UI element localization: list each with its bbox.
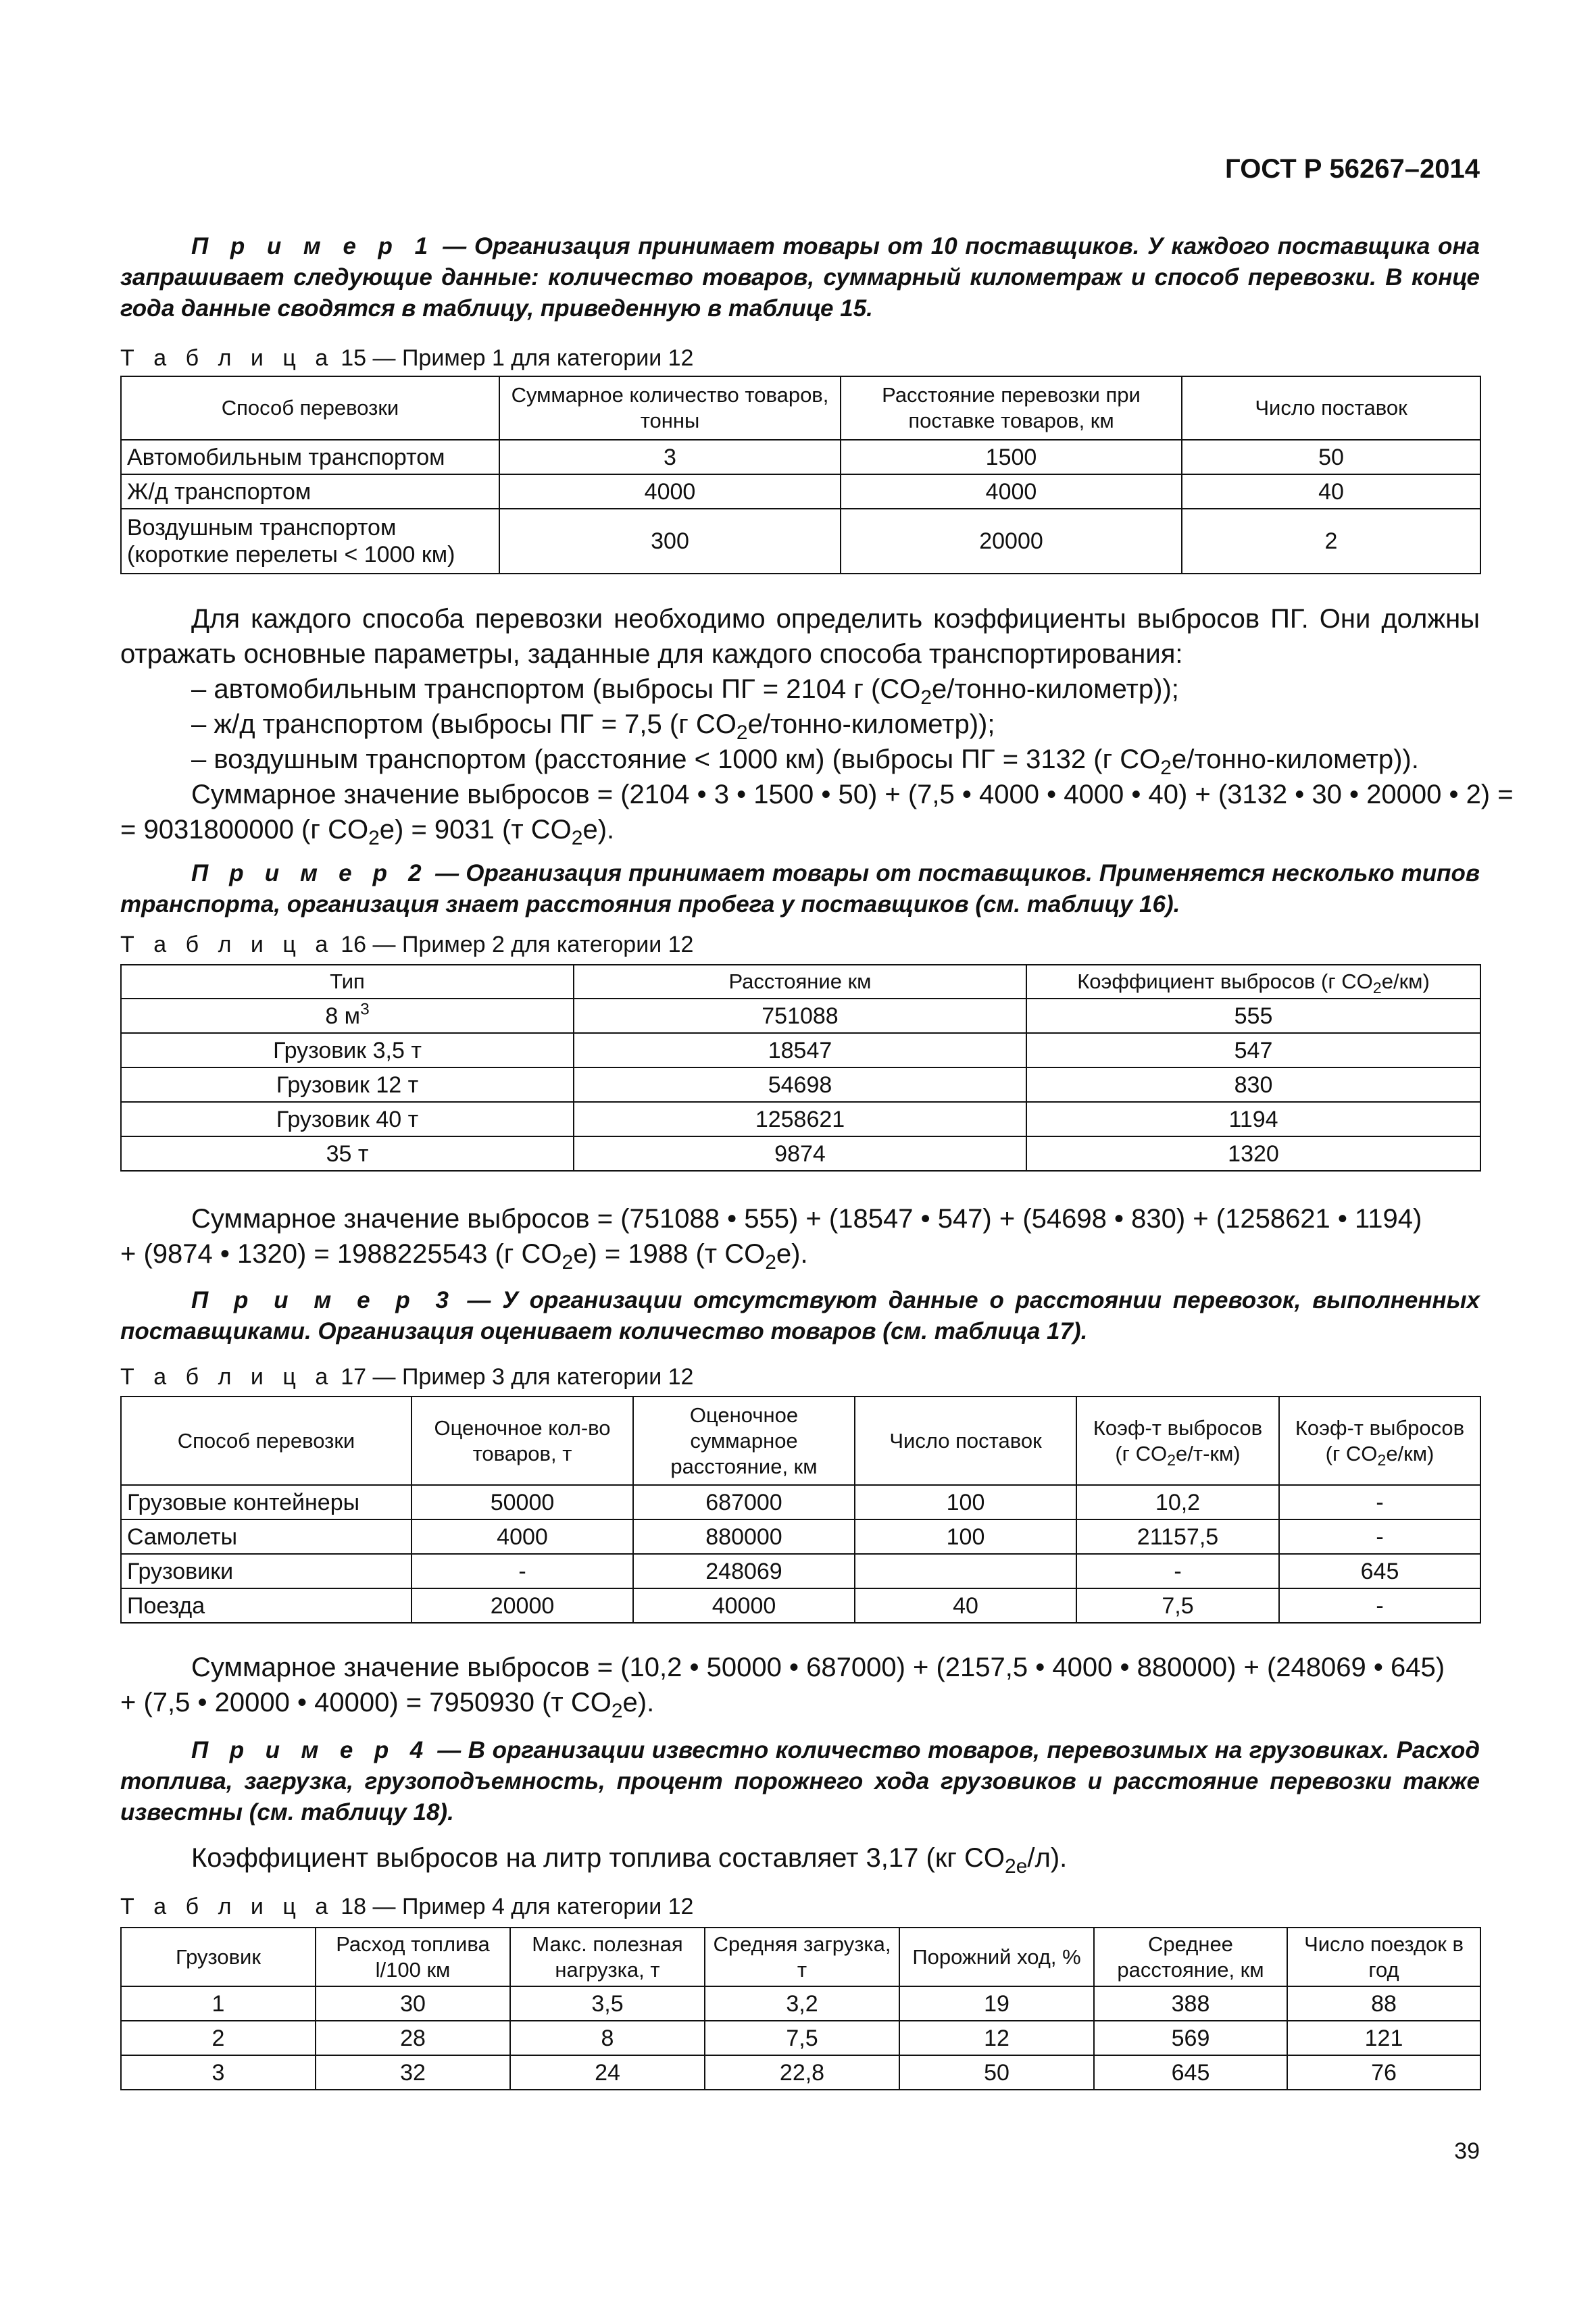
table-cell: Грузовик 40 т <box>121 1102 574 1136</box>
table-row <box>121 1986 1480 2021</box>
table-cell: 20000 <box>841 509 1182 574</box>
sum-formula-2: Суммарное значение выбросов = (751088 • 555) + (18547 • 547) + (54698 • 830) + (1258621 • 1194) <box>191 1204 1422 1234</box>
table-header-cell: Среднее расстояние, км <box>1094 1928 1287 1986</box>
table-16 <box>120 964 1481 1172</box>
table-cell: 24 <box>510 2055 705 2090</box>
table-cell: Поезда <box>121 1588 412 1623</box>
table-cell: 3,2 <box>705 1986 899 2021</box>
table-cell: 300 <box>499 509 841 574</box>
table-cell: 4000 <box>841 474 1182 509</box>
example-3 <box>120 1285 1480 1347</box>
table-cell: 555 <box>1026 999 1480 1033</box>
table-header-cell: Расход топлива l/100 км <box>316 1928 510 1986</box>
table-header-cell: Суммарное количество товаров, тонны <box>499 376 841 440</box>
table-row <box>121 1033 1480 1067</box>
sum-formula-3: Суммарное значение выбросов = (10,2 • 50000 • 687000) + (2157,5 • 4000 • 880000) + (248069 • 645) <box>191 1653 1445 1682</box>
table-row <box>121 999 1480 1033</box>
page-number: 39 <box>1454 2138 1480 2164</box>
table-cell: 40 <box>855 1588 1076 1623</box>
table-header-cell: Коэффициент выбросов (г $CO_2e/км$) <box>1026 965 1480 999</box>
sum-result-3: + (7,5 • 20000 • 40000) = 7950930 (т $CO_2e$). <box>120 1688 655 1722</box>
table-row <box>121 1554 1480 1588</box>
table-cell: 830 <box>1026 1067 1480 1102</box>
table-row <box>121 2021 1480 2055</box>
table-cell: - <box>1279 1588 1480 1623</box>
table-row <box>121 1519 1480 1554</box>
table-row <box>121 1102 1480 1136</box>
table-header-cell: Число поездок в год <box>1287 1928 1480 1986</box>
table-cell: - <box>1279 1485 1480 1519</box>
table-cell: Грузовики <box>121 1554 412 1588</box>
table-cell: Грузовик 3,5 т <box>121 1033 574 1067</box>
table-cell: Ж/д транспортом <box>121 474 499 509</box>
table-cell: 19 <box>899 1986 1094 2021</box>
sum-formula-1: Суммарное значение выбросов = (2104 • 3 • 1500 • 50) + (7,5 • 4000 • 4000 • 40) + (3132 • 30 • 20000 • 2) = <box>191 780 1514 809</box>
sum-result-2: + (9874 • 1320) = 1988225543 (г $CO_2e) = 1988$ (т $CO_2e$). <box>120 1239 808 1274</box>
table-row <box>121 440 1480 474</box>
table-header-cell: Способ перевозки <box>121 1397 412 1485</box>
table-18-caption: Т а б л и ц а 18 — Пример 4 для категории 12 <box>120 1894 694 1919</box>
table-cell: Грузовик 12 т <box>121 1067 574 1102</box>
table-cell: 54698 <box>574 1067 1026 1102</box>
table-18 <box>120 1927 1481 2090</box>
table-cell: 248069 <box>633 1554 855 1588</box>
example-2-text: — Организация принимает товары от поставщиков. Применяется несколько типов транспорта, организация знает расстояния пробега у поставщиков (см. таблицу 16). <box>120 860 1480 917</box>
table-cell: 687000 <box>633 1485 855 1519</box>
table-cell: 28 <box>316 2021 510 2055</box>
table-row <box>121 1136 1480 1171</box>
bullet-road: – автомобильным транспортом (выбросы ПГ = 2104 г $(CO_2e/тонно-километр)$); <box>191 674 1179 709</box>
table-header-cell: Расстояние перевозки при поставке товаров, км <box>841 376 1182 440</box>
table-cell: 9874 <box>574 1136 1026 1171</box>
paragraph-emission-factors <box>120 601 1514 849</box>
table-row <box>121 474 1480 509</box>
table-cell: 645 <box>1094 2055 1287 2090</box>
document-code: ГОСТ Р 56267–2014 <box>1225 154 1480 184</box>
table-cell: 547 <box>1026 1033 1480 1067</box>
table-header-cell: Грузовик <box>121 1928 316 1986</box>
table-cell: Самолеты <box>121 1519 412 1554</box>
table-cell: 7,5 <box>1076 1588 1279 1623</box>
table-cell: 388 <box>1094 1986 1287 2021</box>
table-header-cell: Тип <box>121 965 574 999</box>
bullet-air: – воздушным транспортом (расстояние < 1000 км) (выбросы ПГ = 3132 (г $CO_2e/тонно-километр$)). <box>191 745 1419 779</box>
table-cell: 7,5 <box>705 2021 899 2055</box>
table-cell: 8 $м^3$ <box>121 999 574 1033</box>
table-header-cell: Коэф-т выбросов (г $CO_2e/км$) <box>1279 1397 1480 1485</box>
table-cell: 22,8 <box>705 2055 899 2090</box>
table-cell: 50 <box>1182 440 1480 474</box>
table-cell: 1500 <box>841 440 1182 474</box>
table-header-cell: Число поставок <box>855 1397 1076 1485</box>
table-cell: 751088 <box>574 999 1026 1033</box>
table-cell <box>855 1554 1076 1588</box>
example-1-text: — Организация принимает товары от 10 поставщиков. У каждого поставщика она запрашивает следующие данные: количество товаров, суммарный километраж и способ перевозки. В конце года данные сводятся в таблицу, приведенную в таблице 15. <box>120 233 1480 322</box>
table-cell: 76 <box>1287 2055 1480 2090</box>
example-1 <box>120 231 1480 324</box>
table-cell: 40000 <box>633 1588 855 1623</box>
table-cell: 2 <box>121 2021 316 2055</box>
table-header-cell: Число поставок <box>1182 376 1480 440</box>
bullet-rail: – ж/д транспортом (выбросы ПГ = 7,5 (г $CO_2e/тонно-километр$)); <box>191 709 995 744</box>
table-cell: 21157,5 <box>1076 1519 1279 1554</box>
table-cell: 3 <box>121 2055 316 2090</box>
table-row <box>121 2055 1480 2090</box>
table-row <box>121 509 1480 574</box>
example-3-text: — У организации отсутствуют данные о расстоянии перевозок, выполненных поставщиками. Организация оценивает количество товаров (см. таблица 17). <box>120 1287 1480 1344</box>
table-cell: 100 <box>855 1485 1076 1519</box>
table-cell: - <box>1076 1554 1279 1588</box>
table-cell: 88 <box>1287 1986 1480 2021</box>
table-cell: 645 <box>1279 1554 1480 1588</box>
paragraph-fuel-coefficient: Коэффициент выбросов на литр топлива составляет 3,17 (кг $CO_{2e}/л$). <box>191 1843 1068 1878</box>
example-4 <box>120 1735 1480 1828</box>
table-cell: 4000 <box>499 474 841 509</box>
table-cell: 3,5 <box>510 1986 705 2021</box>
table-cell: 18547 <box>574 1033 1026 1067</box>
example-3-label: П р и м е р 3 <box>191 1287 456 1313</box>
table-header-cell: Оценочное суммарное расстояние, км <box>633 1397 855 1485</box>
table-15-caption: Т а б л и ц а 15 — Пример 1 для категории 12 <box>120 345 694 371</box>
table-cell: 2 <box>1182 509 1480 574</box>
table-header-cell: Способ перевозки <box>121 376 499 440</box>
table-row <box>121 1588 1480 1623</box>
table-cell: 880000 <box>633 1519 855 1554</box>
table-cell: Воздушным транспортом (короткие перелеты < 1000 км) <box>121 509 499 574</box>
paragraph-sum-2 <box>120 1201 1480 1272</box>
example-2 <box>120 858 1480 920</box>
table-row <box>121 1067 1480 1102</box>
table-cell: 1320 <box>1026 1136 1480 1171</box>
table-header-cell: Оценочное кол-во товаров, т <box>412 1397 633 1485</box>
table-17-caption: Т а б л и ц а 17 — Пример 3 для категории 12 <box>120 1364 694 1390</box>
table-cell: 50000 <box>412 1485 633 1519</box>
table-header-cell: Порожний ход, % <box>899 1928 1094 1986</box>
example-4-text: — В организации известно количество товаров, перевозимых на грузовиках. Расход топлива, загрузка, грузоподъемность, процент порожнего хода грузовиков и расстояние перевозки также известны (см. таблицу 18). <box>120 1737 1480 1826</box>
table-cell: 121 <box>1287 2021 1480 2055</box>
table-15 <box>120 376 1481 574</box>
table-cell: 1 <box>121 1986 316 2021</box>
table-cell: 1194 <box>1026 1102 1480 1136</box>
table-cell: 30 <box>316 1986 510 2021</box>
table-cell: 10,2 <box>1076 1485 1279 1519</box>
table-cell: 100 <box>855 1519 1076 1554</box>
table-cell: - <box>412 1554 633 1588</box>
table-cell: 3 <box>499 440 841 474</box>
table-cell: Автомобильным транспортом <box>121 440 499 474</box>
table-cell: Грузовые контейнеры <box>121 1485 412 1519</box>
table-header-row <box>121 376 1480 440</box>
table-header-cell: Макс. полезная нагрузка, т <box>510 1928 705 1986</box>
table-cell: 20000 <box>412 1588 633 1623</box>
sum-result-1: = 9031800000 (г $CO_2e) = 9031$ (т $CO_2e$). <box>120 815 615 849</box>
example-1-label: П р и м е р 1 <box>191 233 435 259</box>
example-4-label: П р и м е р 4 <box>191 1737 430 1763</box>
paragraph-text: Для каждого способа перевозки необходимо определить коэффициенты выбросов ПГ. Они должны отражать основные параметры, заданные для каждого способа транспортирования: <box>120 604 1480 669</box>
table-cell: 32 <box>316 2055 510 2090</box>
table-cell: 12 <box>899 2021 1094 2055</box>
table-cell: 8 <box>510 2021 705 2055</box>
table-cell: 35 т <box>121 1136 574 1171</box>
table-header-cell: Коэф-т выбросов (г $CO_2e/т-км$) <box>1076 1397 1279 1485</box>
table-cell: - <box>1279 1519 1480 1554</box>
table-cell: 569 <box>1094 2021 1287 2055</box>
paragraph-sum-3 <box>120 1650 1480 1720</box>
table-row <box>121 1485 1480 1519</box>
table-header-cell: Расстояние км <box>574 965 1026 999</box>
table-cell: 4000 <box>412 1519 633 1554</box>
example-2-label: П р и м е р 2 <box>191 860 429 886</box>
table-cell: 50 <box>899 2055 1094 2090</box>
table-header-row <box>121 1928 1480 1986</box>
table-17 <box>120 1396 1481 1624</box>
table-header-row <box>121 1397 1480 1485</box>
table-header-cell: Средняя загрузка, т <box>705 1928 899 1986</box>
table-header-row <box>121 965 1480 999</box>
table-cell: 40 <box>1182 474 1480 509</box>
table-16-caption: Т а б л и ц а 16 — Пример 2 для категории 12 <box>120 932 694 957</box>
table-cell: 1258621 <box>574 1102 1026 1136</box>
